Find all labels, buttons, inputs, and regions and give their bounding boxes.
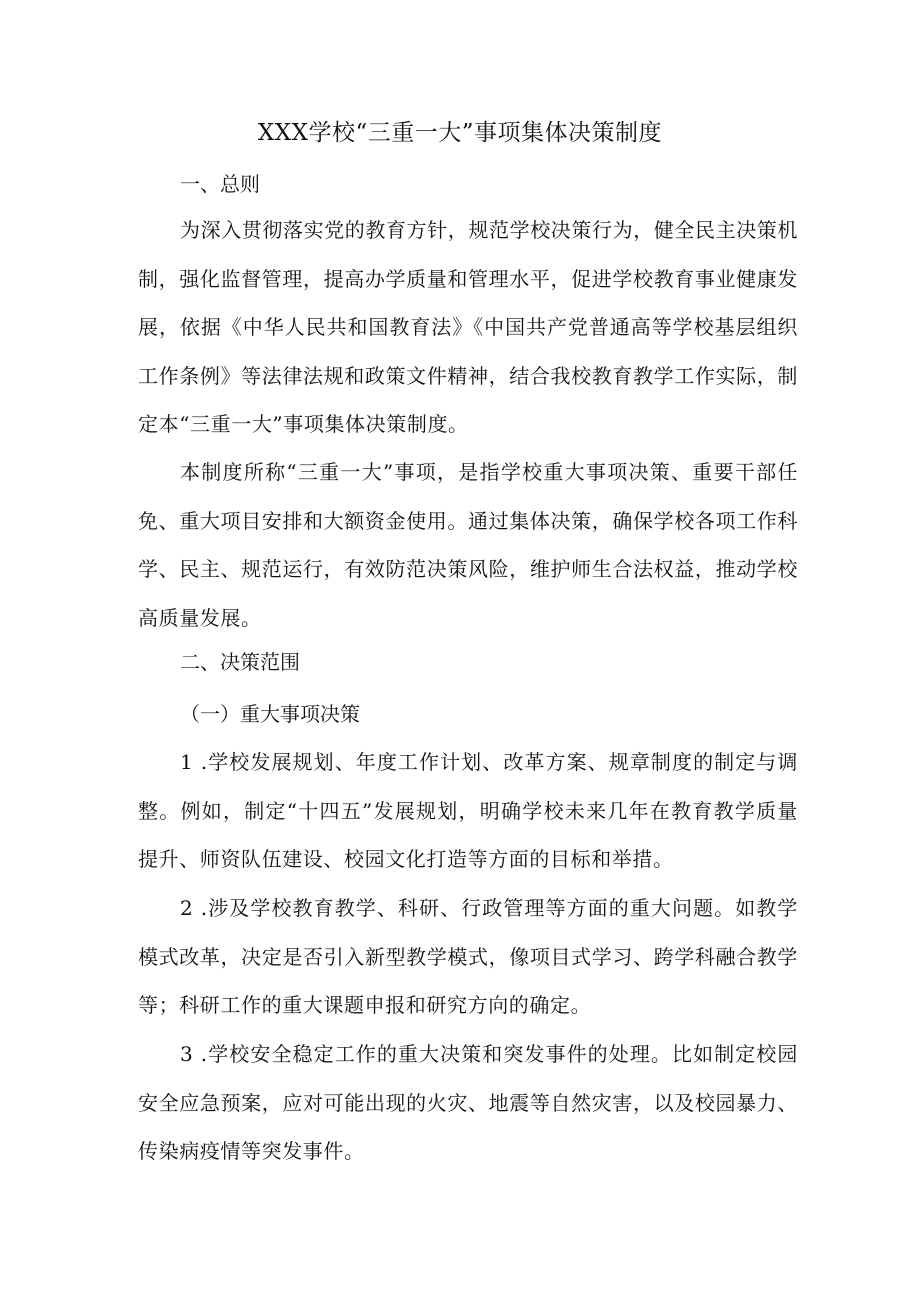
subsection-heading-major-decisions: （一）重大事项决策 xyxy=(180,702,360,726)
list-item-1: 1 .学校发展规划、年度工作计划、改革方案、规章制度的制定与调整。例如，制定“十四五”发展规划，明确学校未来几年在教育教学质量提升、师资队伍建设、校园文化打造等方面的目标和举措。 xyxy=(138,750,798,871)
paragraph-purpose: 为深入贯彻落实党的教育方针，规范学校决策行为，健全民主决策机制，强化监督管理，提高办学质量和管理水平，促进学校教育事业健康发展，依据《中华人民共和国教育法》《中国共产党普通高等学校基层组织工作条例》等法律法规和政策文件精神，结合我校教育教学工作实际，制定本“三重一大”事项集体决策制度。 xyxy=(138,218,798,436)
paragraph-definition: 本制度所称“三重一大”事项，是指学校重大事项决策、重要干部任免、重大项目安排和大额资金使用。通过集体决策，确保学校各项工作科学、民主、规范运行，有效防范决策风险，维护师生合法权益，推动学校高质量发展。 xyxy=(138,460,798,630)
section-heading-scope: 二、决策范围 xyxy=(180,650,300,674)
section-heading-general: 一、总则 xyxy=(180,172,260,196)
list-item-2: 2 .涉及学校教育教学、科研、行政管理等方面的重大问题。如教学模式改革，决定是否引入新型教学模式，像项目式学习、跨学科融合教学等；科研工作的重大课题申报和研究方向的确定。 xyxy=(138,896,798,1017)
document-title: XXX学校“三重一大”事项集体决策制度 xyxy=(257,120,663,146)
list-item-3: 3 .学校安全稳定工作的重大决策和突发事件的处理。比如制定校园安全应急预案，应对可能出现的火灾、地震等自然灾害，以及校园暴力、传染病疫情等突发事件。 xyxy=(138,1042,798,1163)
